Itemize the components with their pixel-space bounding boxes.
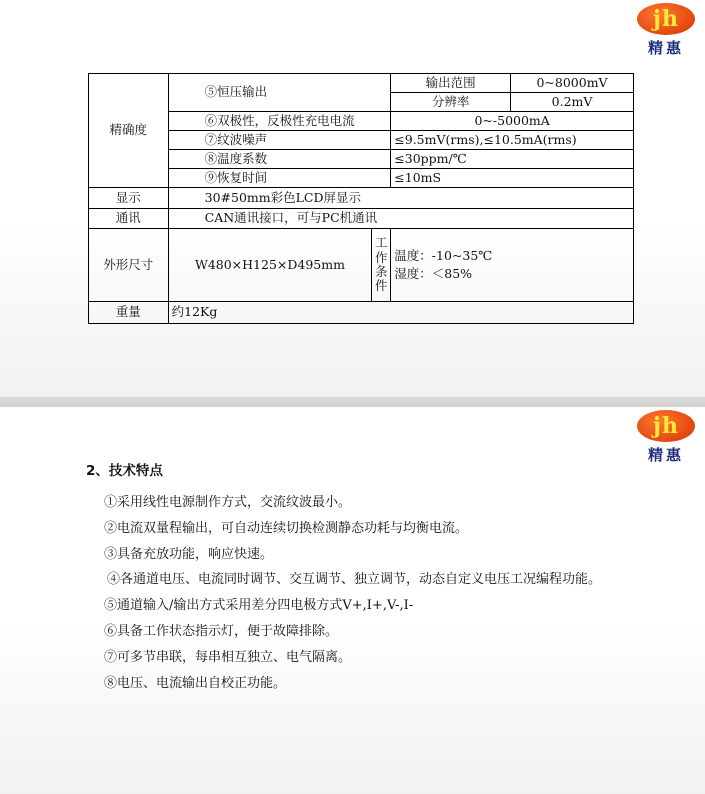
logo-badge — [637, 3, 695, 35]
list-item: ⑤通道输入/输出方式采用差分四电极方式V+,I+,V-,I- — [104, 598, 414, 614]
comm-label: 通讯 — [89, 209, 169, 229]
jh-logo — [637, 3, 695, 58]
table-row — [89, 209, 634, 229]
range-value: 0~8000mV — [511, 74, 634, 93]
resolution-value: 0.2mV — [511, 93, 634, 112]
table-row — [89, 112, 634, 131]
cv-output-label: ⑤恒压输出 — [168, 74, 391, 112]
section-title: 2、技术特点 — [86, 463, 163, 479]
size-value: W480×H125×D495mm — [168, 229, 372, 302]
work-humidity: 湿度：＜85% — [394, 266, 473, 281]
list-item: ⑧电压、电流输出自校正功能。 — [104, 675, 287, 691]
work-cond-values — [391, 229, 634, 302]
logo-name: 精惠 — [647, 446, 684, 464]
bipolar-value: 0~-5000mA — [391, 112, 634, 131]
table-row — [89, 131, 634, 150]
table-row — [89, 74, 634, 93]
logo-name: 精惠 — [647, 39, 684, 57]
display-label: 显示 — [89, 188, 169, 209]
display-value: 30#50mm彩色LCD屏显示 — [168, 188, 633, 209]
list-item: ⑥具备工作状态指示灯，便于故障排除。 — [104, 623, 339, 639]
recovery-label: ⑨恢复时间 — [168, 169, 391, 188]
spec-table — [88, 73, 634, 324]
logo-mark: jh — [653, 413, 679, 439]
ripple-value: ≤9.5mV(rms),≤10.5mA(rms) — [391, 131, 634, 150]
work-temp: 温度：-10~35℃ — [394, 247, 493, 263]
list-item: ④各通道电压、电流同时调节、交互调节、独立调节，动态自定义电压工况编程功能。 — [107, 572, 602, 588]
work-cond-label: 工作条件 — [372, 229, 391, 302]
table-row — [89, 169, 634, 188]
weight-label: 重量 — [89, 302, 169, 324]
table-row — [89, 150, 634, 169]
bipolar-label: ⑥双极性，反极性充电电流 — [168, 112, 391, 131]
list-item: ⑦可多节串联，每串相互独立、电气隔离。 — [104, 649, 352, 665]
recovery-value: ≤10mS — [391, 169, 634, 188]
table-row — [89, 229, 634, 302]
list-item: ①采用线性电源制作方式，交流纹波最小。 — [104, 495, 352, 510]
jh-logo — [637, 410, 695, 465]
resolution-label: 分辨率 — [391, 93, 511, 112]
comm-value: CAN通讯接口，可与PC机通讯 — [168, 209, 633, 229]
size-label: 外形尺寸 — [89, 229, 169, 302]
precision-label: 精确度 — [89, 74, 169, 188]
table-row — [89, 302, 634, 324]
page-separator — [0, 397, 705, 407]
feature-list — [104, 490, 601, 696]
ripple-label: ⑦纹波噪声 — [168, 131, 391, 150]
weight-value: 约12Kg — [168, 302, 633, 324]
temp-coef-value: ≤30ppm/℃ — [391, 150, 634, 169]
table-row — [89, 188, 634, 209]
list-item: ③具备充放功能，响应快速。 — [104, 546, 274, 562]
temp-coef-label: ⑧温度系数 — [168, 150, 391, 169]
list-item: ②电流双量程输出，可自动连续切换检测静态功耗与均衡电流。 — [104, 520, 469, 536]
logo-badge — [637, 410, 695, 442]
range-label: 输出范围 — [391, 74, 511, 93]
logo-mark: jh — [653, 6, 679, 32]
